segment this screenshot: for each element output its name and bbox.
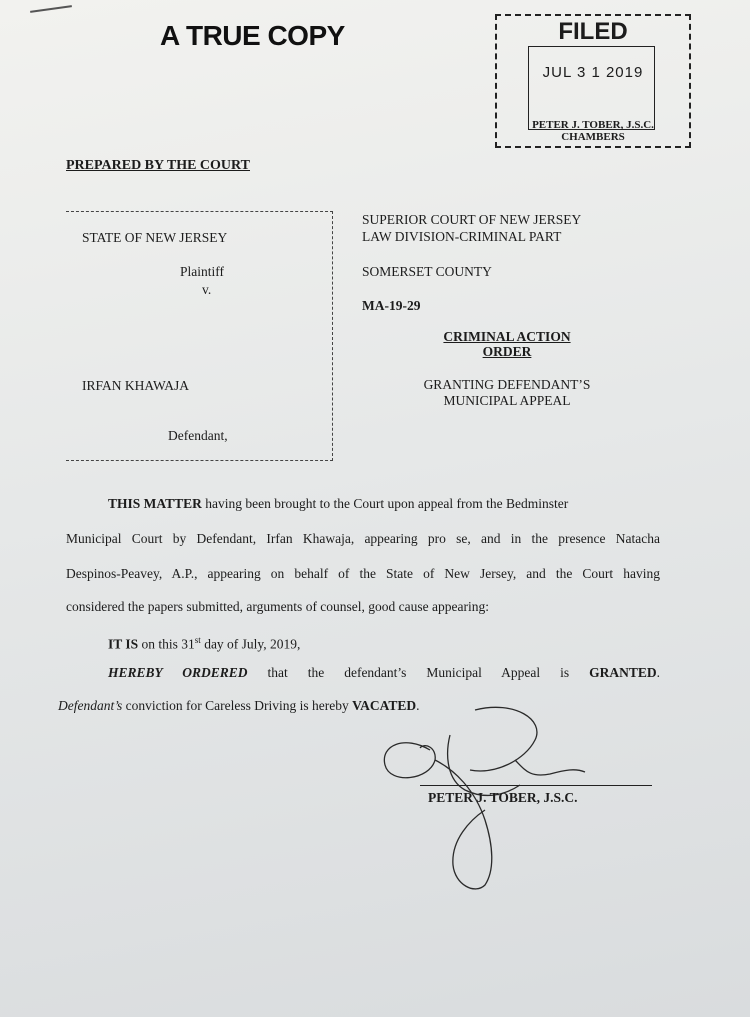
it-is-text-a: on this 31 bbox=[138, 636, 195, 652]
granted-word: GRANTED bbox=[589, 665, 657, 680]
filed-stamp-judge-line1: PETER J. TOBER, J.S.C. bbox=[532, 119, 654, 131]
ordered-text: that the defendant’s Municipal Appeal is bbox=[247, 665, 590, 680]
vacated-word: VACATED bbox=[352, 698, 417, 713]
criminal-action-heading bbox=[352, 329, 662, 359]
it-is-line bbox=[108, 631, 608, 654]
plaintiff-name: STATE OF NEW JERSEY bbox=[82, 230, 228, 245]
filed-stamp-inner-box bbox=[528, 46, 655, 130]
vacated-text: conviction for Careless Driving is hereby bbox=[122, 698, 353, 713]
filed-stamp bbox=[495, 14, 691, 148]
it-is-text-b: day of July, 2019, bbox=[200, 636, 301, 652]
granting-heading bbox=[352, 377, 662, 409]
order-line-2: Municipal Court by Defendant, Irfan Khawaja, appearing pro se, and in the presence Natacha bbox=[66, 531, 660, 546]
judge-signature-name: PETER J. TOBER, J.S.C. bbox=[428, 790, 578, 805]
case-caption-box bbox=[66, 211, 333, 461]
order-line-4: considered the papers submitted, arguments of counsel, good cause appearing: bbox=[66, 599, 490, 614]
plaintiff-role: Plaintiff bbox=[180, 264, 225, 279]
signature-line bbox=[420, 785, 652, 786]
vacated-end: . bbox=[416, 698, 420, 713]
court-county: SOMERSET COUNTY bbox=[362, 264, 492, 279]
order-line-1-text: having been brought to the Court upon appeal from the Bedminster bbox=[201, 496, 569, 511]
ordered-line bbox=[108, 664, 660, 682]
ordered-end: . bbox=[656, 665, 660, 680]
docket-number: MA-19-29 bbox=[362, 298, 421, 313]
criminal-action-line1: CRIMINAL ACTION bbox=[443, 329, 571, 344]
granting-line1: GRANTING DEFENDANT’S bbox=[423, 377, 591, 392]
filed-stamp-judge bbox=[497, 119, 689, 143]
versus-label: v. bbox=[202, 282, 212, 297]
this-matter-lead: THIS MATTER bbox=[108, 496, 202, 511]
court-name-line2: LAW DIVISION-CRIMINAL PART bbox=[362, 229, 562, 244]
it-is-lead: IT IS bbox=[108, 636, 139, 652]
court-name-line1: SUPERIOR COURT OF NEW JERSEY bbox=[362, 212, 582, 227]
prepared-by-heading: PREPARED BY THE COURT bbox=[66, 158, 250, 173]
criminal-action-line2: ORDER bbox=[482, 344, 532, 359]
defendant-name: IRFAN KHAWAJA bbox=[82, 378, 190, 393]
hereby-ordered-lead: HEREBY ORDERED bbox=[108, 665, 248, 680]
it-is-sup: st bbox=[194, 635, 201, 645]
defendants-italic: Defendant’s bbox=[58, 698, 123, 713]
order-line-3: Despinos-Peavey, A.P., appearing on behalf of the State of New Jersey, and the Court having bbox=[66, 566, 660, 581]
filed-stamp-title: FILED bbox=[558, 18, 628, 45]
defendant-role: Defendant, bbox=[168, 428, 228, 443]
filed-stamp-date: JUL 3 1 2019 bbox=[542, 64, 644, 81]
order-line-1 bbox=[66, 495, 660, 513]
pen-mark bbox=[30, 5, 72, 13]
true-copy-stamp: A TRUE COPY bbox=[160, 20, 345, 51]
granting-line2: MUNICIPAL APPEAL bbox=[443, 393, 571, 408]
filed-stamp-judge-line2: CHAMBERS bbox=[561, 131, 625, 143]
